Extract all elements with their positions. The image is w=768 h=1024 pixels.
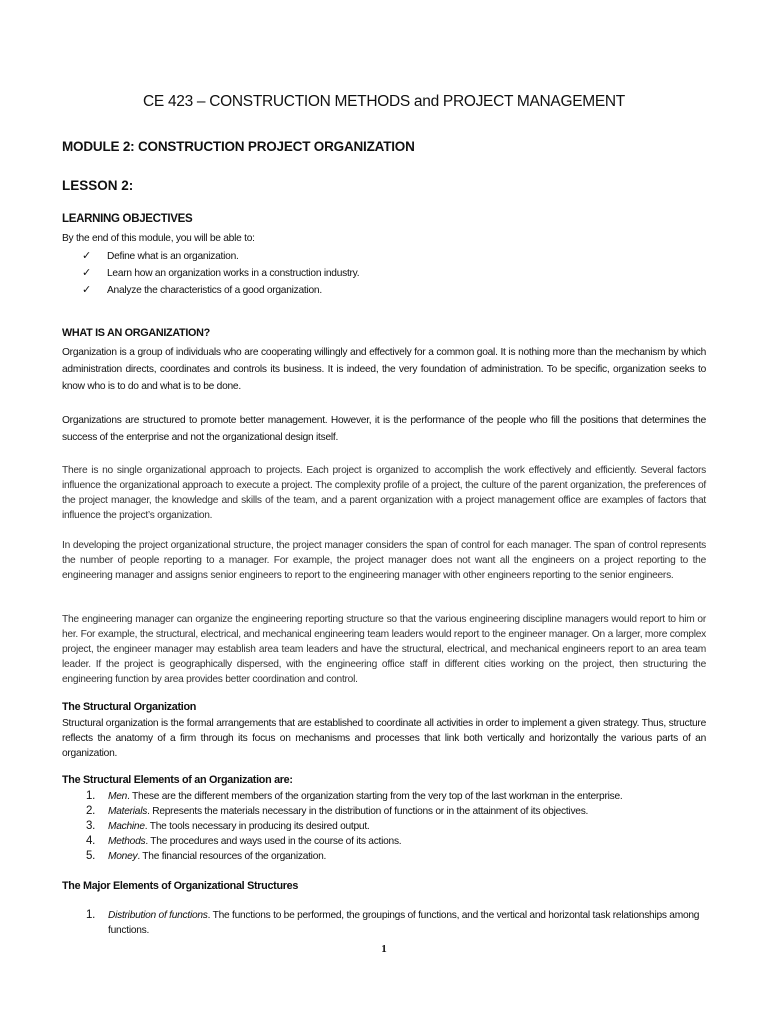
objectives-heading: LEARNING OBJECTIVES: [62, 213, 193, 225]
paragraph: Structural organization is the formal arrangements that are established to coordinate all activities in order to implement a given strategy. Thus, structure reflects the anatomy of a firm through its focus on mechanisms and processes that link both vertically and horizontally the various parts of an organization.: [62, 718, 706, 759]
element-text: . The tools necessary in producing its desired output.: [144, 821, 370, 832]
elements-heading: The Structural Elements of an Organization are:: [62, 774, 293, 786]
list-number: 1.: [86, 790, 96, 802]
what-is-heading: WHAT IS AN ORGANIZATION?: [62, 327, 210, 339]
list-number: 4.: [86, 835, 96, 847]
elements-list: [86, 789, 706, 864]
checkmark-icon: ✓: [82, 284, 91, 296]
list-item: [86, 789, 706, 804]
list-item: [86, 908, 706, 938]
list-item: [86, 819, 706, 834]
objective-text: Learn how an organization works in a construction industry.: [107, 268, 360, 279]
element-term: Distribution of functions: [108, 910, 208, 921]
element-term: Methods: [108, 836, 146, 847]
paragraph: Organizations are structured to promote better management. However, it is the performance of the people who fill the positions that determines the success of the enterprise and not the organizational design itself.: [62, 415, 706, 443]
structural-heading: The Structural Organization: [62, 701, 197, 713]
list-number: 3.: [86, 820, 96, 832]
major-list: [86, 908, 706, 938]
list-item: [82, 248, 359, 265]
element-term: Money: [108, 851, 138, 862]
element-text: . These are the different members of the organization starting from the very top of the last workman in the enterprise.: [127, 791, 623, 802]
objective-text: Define what is an organization.: [107, 251, 239, 262]
list-item: [82, 265, 359, 282]
objective-text: Analyze the characteristics of a good organization.: [107, 285, 322, 296]
objectives-intro: By the end of this module, you will be able to:: [62, 233, 255, 244]
list-number: 2.: [86, 805, 96, 817]
list-number: 5.: [86, 850, 96, 862]
list-item: [86, 849, 706, 864]
paragraph: The engineering manager can organize the engineering reporting structure so that the various engineering discipline managers would report to him or her. For example, the structural, electrical, and mechanical engineering team leaders would report to the engineer manager. On a larger, more complex project, the engineer manager may establish area team leaders and have the structural, electrical, and mechanical engineers report to an area team leader. If the project is geographically dispersed, with the engineering office staff in different cities working on the project, then structuring the engineering function by area provides better coordination and control.: [62, 614, 706, 685]
major-heading: The Major Elements of Organizational Structures: [62, 880, 299, 892]
checkmark-icon: ✓: [82, 250, 91, 262]
list-item: [86, 804, 706, 819]
list-item: [82, 282, 359, 299]
element-text: . Represents the materials necessary in the distribution of functions or in the attainment of its objectives.: [147, 806, 589, 817]
paragraph: In developing the project organizational structure, the project manager considers the span of control for each manager. The span of control represents the number of people reporting to a manager. For example, the project manager does not want all the engineers on a project reporting to the engineering manager and assigns senior engineers to report to the engineering manager with other engineers reporting to the senior engineers.: [62, 540, 706, 581]
course-title: CE 423 – CONSTRUCTION METHODS and PROJECT MANAGEMENT: [143, 93, 625, 110]
checkmark-icon: ✓: [82, 267, 91, 279]
element-term: Materials: [108, 806, 148, 817]
objectives-list: [82, 248, 359, 299]
paragraph: Organization is a group of individuals who are cooperating willingly and effectively for a common goal. It is nothing more than the mechanism by which administration directs, coordinates and controls its business. It is indeed, the very foundation of administration. To be specific, organization seeks to know who is to do and what is to be done.: [62, 347, 706, 392]
element-text: . The functions to be performed, the groupings of functions, and the vertical and horizontal task relationships among functions.: [108, 910, 700, 936]
paragraph: There is no single organizational approach to projects. Each project is organized to accomplish the work effectively and efficiently. Several factors influence the organizational approach to execute a project. The complexity profile of a project, the culture of the parent organization, the preferences of the project manager, the knowledge and skills of the team, and a parent organization with a project management office are examples of factors that influence the project’s organization.: [62, 465, 706, 521]
module-heading: MODULE 2: CONSTRUCTION PROJECT ORGANIZATION: [62, 139, 415, 154]
element-text: . The financial resources of the organization.: [137, 851, 327, 862]
list-item: [86, 834, 706, 849]
element-term: Men: [108, 791, 128, 802]
page-number: 1: [381, 943, 387, 955]
lesson-heading: LESSON 2:: [62, 178, 134, 193]
list-number: 1.: [86, 909, 96, 921]
element-term: Machine: [108, 821, 145, 832]
element-text: . The procedures and ways used in the course of its actions.: [145, 836, 402, 847]
